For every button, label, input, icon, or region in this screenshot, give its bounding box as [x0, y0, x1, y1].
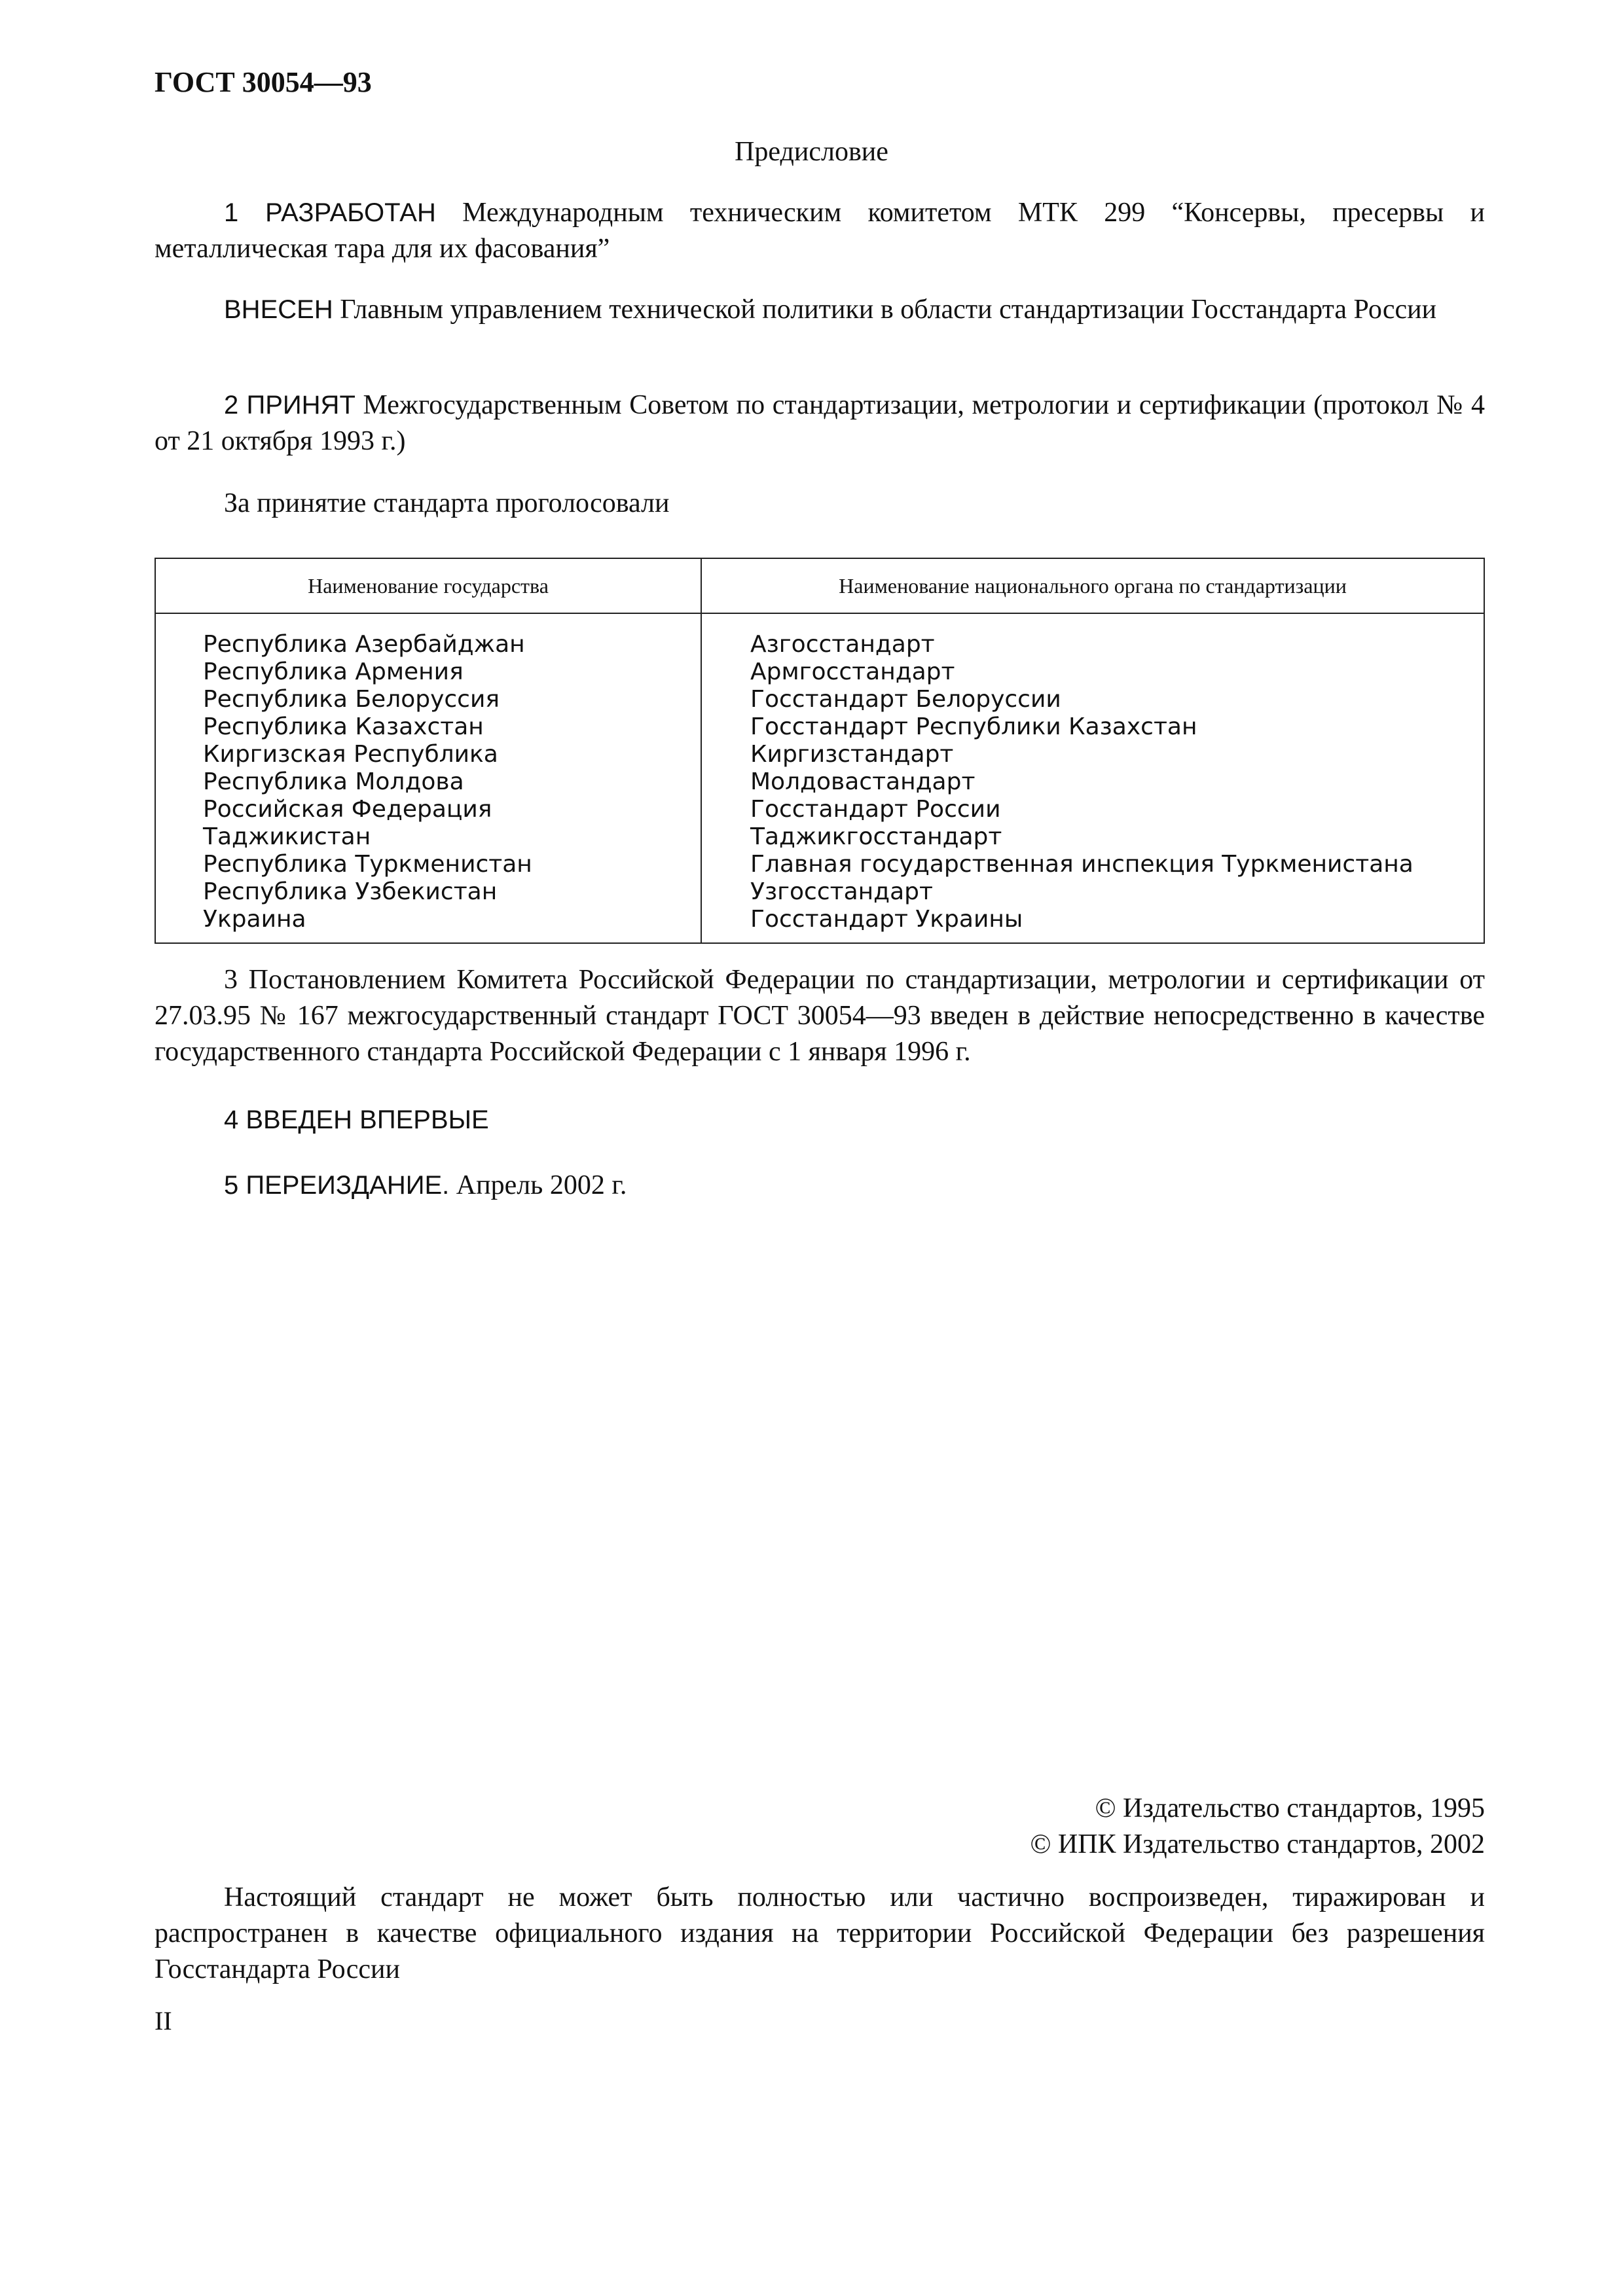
table-header-state: Наименование государства [308, 574, 549, 598]
table-cell-body: Азгосстандарт [750, 631, 935, 658]
table-header-body: Наименование национального органа по стандартизации [839, 574, 1347, 598]
table-cell-body: Узгосстандарт [750, 878, 933, 905]
paragraph-first-introduced [155, 1102, 1485, 1138]
table-cell-body: Молдовастандарт [750, 768, 976, 795]
table-cell-state: Республика Белоруссия [203, 686, 500, 713]
votes-table [155, 558, 1485, 944]
table-cell-body: Киргизстандарт [750, 741, 954, 768]
label-introduced-by: ВНЕСЕН [224, 295, 333, 324]
paragraph-introduced-by [155, 292, 1485, 328]
copyright-block [568, 1791, 1485, 1863]
table-cell-body: Госстандарт Украины [750, 906, 1023, 933]
label-reissue: 5 ПЕРЕИЗДАНИЕ. [224, 1171, 450, 1200]
label-first-introduced: 4 ВВЕДЕН ВПЕРВЫЕ [224, 1105, 489, 1134]
table-cell-state: Республика Азербайджан [203, 631, 525, 658]
table-cell-body: Госстандарт России [750, 796, 1001, 823]
preface-title: Предисловие [735, 137, 888, 167]
text-adopted: Межгосударственным Советом по стандартизации, метрологии и сертификации (протокол № 4 от 21 октября 1993 г.) [155, 390, 1485, 456]
table-cell-state: Таджикистан [203, 823, 371, 850]
table-cell-body: Главная государственная инспекция Туркменистана [750, 851, 1413, 878]
table-cell-state: Российская Федерация [203, 796, 492, 823]
paragraph-adopted [155, 387, 1485, 459]
bodies-column [750, 631, 1413, 933]
table-cell-state: Республика Туркменистан [203, 851, 532, 878]
table-cell-body: Таджикгосстандарт [750, 823, 1002, 850]
copyright-line: © Издательство стандартов, 1995 [1095, 1793, 1485, 1823]
copyright-line: © ИПК Издательство стандартов, 2002 [1030, 1829, 1485, 1859]
header-divider [156, 613, 1484, 614]
table-cell-state: Киргизская Республика [203, 741, 498, 768]
paragraph-reissue [155, 1168, 1485, 1204]
label-adopted: 2 ПРИНЯТ [224, 391, 356, 420]
table-cell-state: Республика Узбекистан [203, 878, 498, 905]
table-cell-body: Армгосстандарт [750, 658, 955, 685]
table-cell-body: Госстандарт Белоруссии [750, 686, 1061, 713]
text-developed: Международным техническим комитетом МТК 299 “Консервы, пресервы и металлическая тара для их фасования” [155, 198, 1485, 264]
table-cell-state: Республика Казахстан [203, 713, 484, 740]
table-cell-state: Республика Армения [203, 658, 464, 685]
table-cell-state: Украина [203, 906, 306, 933]
label-developed: 1 РАЗРАБОТАН [224, 198, 436, 227]
document-code: ГОСТ 30054—93 [155, 66, 372, 98]
column-divider [701, 559, 702, 942]
text-introduced-by: Главным управлением технической политики в области стандартизации Госстандарта России [333, 295, 1437, 325]
page-number: II [155, 2006, 172, 2036]
votes-intro: За принятие стандарта проголосовали [224, 488, 670, 518]
text-reissue: Апрель 2002 г. [449, 1170, 627, 1200]
table-cell-body: Госстандарт Республики Казахстан [750, 713, 1197, 740]
paragraph-resolution: 3 Постановлением Комитета Российской Федерации по стандартизации, метрологии и сертификации от 27.03.95 № 167 межгосударственный стандарт ГОСТ 30054—93 введен в действие непосредственно в качестве государственного стандарта Российской Федерации с 1 января 1996 г. [155, 965, 1485, 1067]
paragraph-developed [155, 195, 1485, 267]
table-cell-state: Республика Молдова [203, 768, 464, 795]
states-column [203, 631, 532, 933]
reproduction-notice: Настоящий стандарт не может быть полностью или частично воспроизведен, тиражирован и распространен в качестве официального издания на территории Российской Федерации без разрешения Госстандарта России [155, 1882, 1485, 1984]
